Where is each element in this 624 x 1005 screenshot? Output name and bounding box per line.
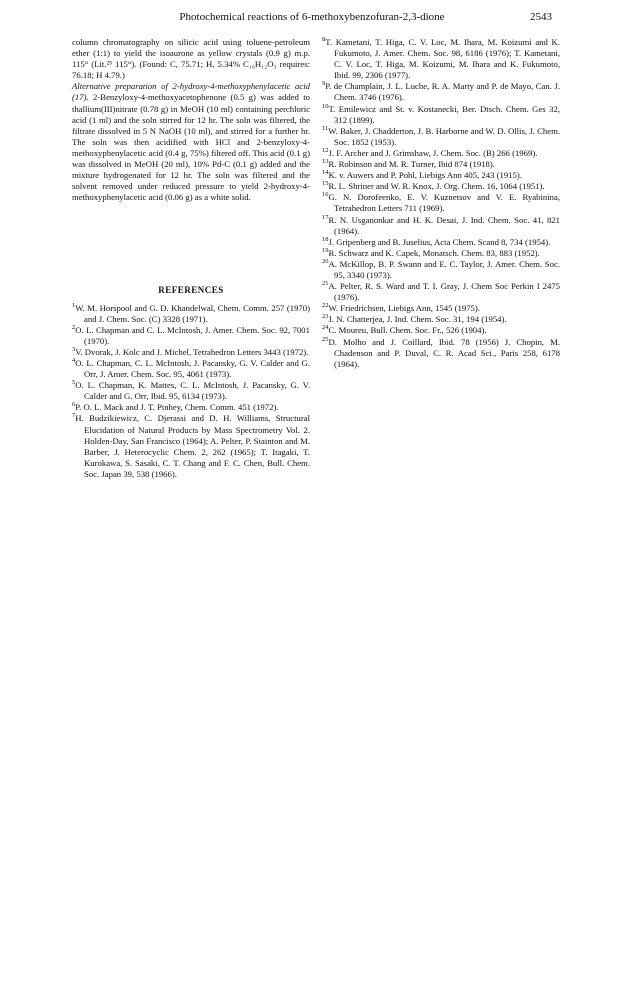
reference-number: 14 bbox=[322, 169, 329, 177]
reference-number: 24 bbox=[322, 324, 329, 332]
reference-text: W. M. Horspool and G. D. Khandelwal, Chem. Comm. 257 (1970) and J. Chem. Soc. (C) 3328 (1971). bbox=[75, 302, 310, 324]
reference-text: H. Budzikiewicz, C. Djerassi and D. H. Williams, Structural Elucidation of Natural Products by Mass Spectrometry Vol. 2. Holden-Day, San Francisco (1964); A. Pelter, P. Stainton and M. Barber, J. Heterocyclic Chem. 2, 262 (1965); T. Itagaki, T. Kurokawa, S. Sasaki, C. T. Chang and F. C. Chen, Bull. Chem. Soc. Japan 39, 538 (1966). bbox=[75, 413, 310, 479]
reference-text: P. de Champlain, J. L. Luche, R. A. Marty and P. de Mayo, Can. J. Chem. 3746 (1976). bbox=[325, 81, 560, 103]
reference-item bbox=[322, 281, 560, 303]
reference-item bbox=[322, 81, 560, 103]
reference-text: C. Moureu, Bull. Chem. Soc. Fr., 526 (1904). bbox=[328, 325, 487, 336]
reference-number: 12 bbox=[322, 147, 329, 155]
reference-text: R. N. Usganonkar and H. K. Desai, J. Ind. Chem. Soc. 41, 821 (1964). bbox=[328, 214, 560, 236]
reference-text: O. L. Chapman, K. Mattes, C. L. McIntosh, J. Pacansky, G. V. Calder and G. Orr, Ibid. 95, 6134 (1973). bbox=[75, 380, 310, 402]
reference-number: 2 bbox=[72, 323, 76, 331]
reference-number: 6 bbox=[72, 401, 76, 409]
reference-text: G. N. Dorofeenko, E. V. Kuznetsov and V. E. Ryabinina, Tetrahedron Letters 711 (1969). bbox=[328, 192, 560, 214]
left-column bbox=[72, 37, 310, 480]
reference-number: 8 bbox=[322, 36, 326, 44]
reference-text: V. Dvorak, J. Kolc and J. Michel, Tetrahedron Letters 3443 (1972). bbox=[75, 346, 309, 357]
reference-item bbox=[72, 380, 310, 402]
reference-text: J. N. Chatterjea, J. Ind. Chem. Soc. 31, 194 (1954). bbox=[328, 314, 507, 325]
reference-number: 19 bbox=[322, 246, 329, 254]
reference-item bbox=[322, 325, 560, 336]
reference-number: 9 bbox=[322, 80, 326, 88]
reference-item bbox=[322, 192, 560, 214]
reference-number: 7 bbox=[72, 412, 76, 420]
reference-item bbox=[322, 159, 560, 170]
reference-text: J. F. Archer and J. Grimshaw, J. Chem. Soc. (B) 266 (1969). bbox=[328, 147, 538, 158]
reference-item bbox=[322, 259, 560, 281]
reference-text: T. Emilewicz and St. v. Kostanecki, Ber. Dtsch. Chem. Ges 32, 312 (1899). bbox=[328, 103, 560, 125]
reference-text: P. O. L. Mack and J. T. Pinhey, Chem. Comm. 451 (1972). bbox=[75, 402, 279, 413]
reference-item bbox=[322, 181, 560, 192]
running-title: Photochemical reactions of 6-methoxybenzofuran-2,3-dione bbox=[179, 11, 445, 23]
reference-number: 15 bbox=[322, 180, 329, 188]
reference-number: 10 bbox=[322, 102, 329, 110]
reference-number: 5 bbox=[72, 379, 76, 387]
reference-number: 16 bbox=[322, 191, 329, 199]
reference-text: W. Friedrichsen, Liebigs Ann, 1545 (1975). bbox=[328, 303, 480, 314]
page-header bbox=[0, 11, 624, 27]
reference-number: 1 bbox=[72, 301, 76, 309]
reference-number: 23 bbox=[322, 313, 329, 321]
reference-item bbox=[322, 215, 560, 237]
reference-number: 11 bbox=[322, 124, 329, 132]
reference-number: 4 bbox=[72, 357, 76, 365]
reference-item bbox=[322, 303, 560, 314]
reference-item bbox=[322, 337, 560, 370]
reference-item bbox=[322, 248, 560, 259]
reference-text: D. Molho and J. Coillard, Ibid. 78 (1956) J. Chopin, M. Chadenson and P. Duval, C. R. Acad Sci., Paris 258, 6178 (1964). bbox=[328, 336, 560, 369]
reference-item bbox=[72, 325, 310, 347]
body-paragraph: column chromatography on silicic acid using toluene-petroleum ether (1:1) to yield the isoaurone as yellow crystals (0.9 g) m.p. 115° (Lit.²⁵ 115°). (Found: C, 75.71; H, 5.34% C₁₆H₁₂O₃ requires: 76.18; H 4.79.) bbox=[72, 37, 310, 81]
reference-text: O. L. Chapman, C. L. McIntosh, J. Pacansky, G. V. Calder and G. Orr, J. Amer. Chem. Soc. 95, 4061 (1973). bbox=[75, 357, 310, 380]
reference-item bbox=[322, 237, 560, 248]
reference-text: T. Kametani, T. Higa, C. V. Loc, M. Ihara, M. Koizumi and K. Fukumoto, J. Amer. Chem. Soc. 98, 6186 (1976); T. Kametani, C. V. Loc, T. Higa, M. Koizumi, M. Ihara and K. Fukumoto, Ibid. 99, 2306 (1977). bbox=[325, 37, 560, 81]
reference-number: 25 bbox=[322, 335, 329, 343]
reference-item bbox=[322, 314, 560, 325]
reference-item bbox=[72, 413, 310, 480]
reference-text: W. Baker, J. Chadderton, J. B. Harborne and W. D. Ollis, J. Chem. Soc. 1852 (1953). bbox=[328, 125, 560, 147]
paragraph-text: 2-Benzyloxy-4-methoxyacetophenone (0.5 g) was added to thallium(III)nitrate (0.78 g) in MeOH (10 ml) containing perchloric acid (1 ml) and the soln stirred for 12 hr. The soln was filtered, the filtrate dissolved in 5 N NaOH (10 ml), and stirred for a further hr. The soln was then acidified with HCl and 2-benzyloxy-4-methoxyphenylacetic acid (0.4 g, 75%) filtered off. This acid (0.1 g) was dissolved in MeOH (20 ml), 10% Pd-C (0.1 g) added and the mixture hydrogenated for 12 hr. The soln was filtered and the solvent removed under reduced pressure to yield 2-hydroxy-4-methoxyphenylacetic acid (0.06 g) as a white solid. bbox=[72, 92, 311, 203]
reference-item bbox=[72, 347, 310, 358]
references-heading: REFERENCES bbox=[158, 285, 224, 296]
reference-text: R. Robinson and M. R. Turner, Ibid 874 (1918). bbox=[328, 159, 495, 170]
reference-number: 22 bbox=[322, 302, 329, 310]
reference-text: A. McKillop, B. P. Swann and E. C. Taylor, J. Amer. Chem. Soc. 95, 3340 (1973). bbox=[328, 258, 560, 280]
reference-item bbox=[322, 37, 560, 81]
reference-text: J. Gripenberg and B. Juselius, Acta Chem. Scand 8, 734 (1954). bbox=[328, 236, 551, 247]
page-number: 2543 bbox=[530, 11, 552, 23]
reference-number: 18 bbox=[322, 235, 329, 243]
reference-number: 3 bbox=[72, 345, 76, 353]
reference-item bbox=[322, 104, 560, 126]
body-paragraph bbox=[72, 81, 310, 203]
reference-number: 13 bbox=[322, 158, 329, 166]
reference-text: O. L. Chapman and C. L. McIntosh, J. Amer. Chem. Soc. 92, 7001 (1970). bbox=[75, 324, 310, 346]
reference-text: K. v. Auwers and P. Pohl, Liebigs Ann 405, 243 (1915). bbox=[328, 170, 522, 181]
reference-item bbox=[322, 148, 560, 159]
reference-text: A. Pelter, R. S. Ward and T. I. Gray, J. Chem Soc Perkin I 2475 (1976). bbox=[328, 281, 560, 303]
right-column bbox=[322, 37, 560, 370]
reference-item bbox=[322, 170, 560, 181]
reference-item bbox=[72, 358, 310, 380]
reference-item bbox=[322, 126, 560, 148]
reference-text: R. Schwarz and K. Capek, Monatsch. Chem. 83, 883 (1952). bbox=[328, 247, 540, 258]
subsection-heading: Alternative preparation of 2-hydroxy-4-methoxyphenylacetic acid (17). bbox=[72, 81, 310, 103]
reference-text: R. L. Shriner and W. R. Knox, J. Org. Chem. 16, 1064 (1951). bbox=[328, 181, 545, 192]
reference-list-left bbox=[72, 303, 310, 481]
reference-number: 17 bbox=[322, 213, 329, 221]
reference-number: 20 bbox=[322, 257, 329, 265]
reference-item bbox=[72, 402, 310, 413]
reference-number: 21 bbox=[322, 280, 329, 288]
reference-item bbox=[72, 303, 310, 325]
reference-list-right bbox=[322, 37, 560, 370]
